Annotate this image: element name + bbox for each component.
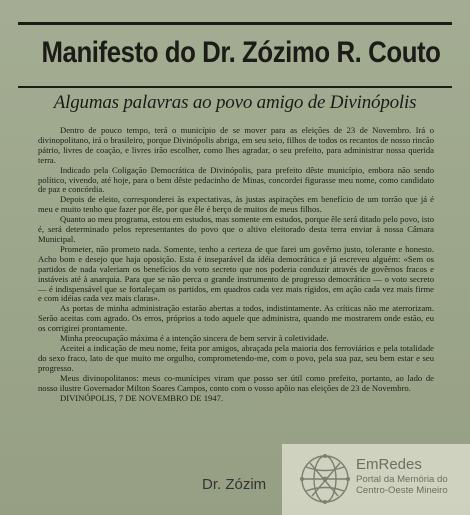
- paragraph: Aceitei a indicação de meu nome, feita por amigos, abraçada pela maioria dos ferroviários e pela totalidade do sexo fraco, lato de que muito me orgulho, comprometendo-me, com o povo, pela sua paz, seu bem estar e seu progresso.: [38, 342, 434, 373]
- document-subtitle: Algumas palavras ao povo amigo de Divinópolis: [53, 92, 417, 113]
- watermark-name: EmRedes: [356, 456, 422, 473]
- paragraph: As portas de minha administração estarão abertas a todos, indistintamente. As críticas não me aterrorizam. Serão aceitas com agrado. Os erros, próprios a todo aquele que administra, quando me mostrarem onde estão, eu os corrigirei prontamente.: [38, 303, 434, 334]
- paragraph: Indicado pela Coligação Democrática de Divinópolis, para prefeito dêste município, embora não sendo político, vivendo, até hoje, para o bem dêste pedacinho de Minas, concordei figurasse meu nome, como candidato de paz e concórdia.: [38, 164, 434, 195]
- paragraph: Quanto ao meu programa, estou em estudos, mas somente em estudos, porque êle será ditado pelo povo, isto é, será determinado pelos representantes do povo que o altivo eleitorado desta terra enviar à nossa Câmara Municipal.: [38, 214, 434, 244]
- place-date: DIVINÓPOLIS, 7 DE NOVEMBRO DE 1947.: [60, 393, 224, 404]
- title-underline: [18, 86, 452, 88]
- paragraph: Depois de eleito, corresponderei às expectativas, às justas aspirações em benefício de um torrão que já é meu e muito tenho que fazer por êle, por que êle é berço de muitos de meus filhos.: [38, 194, 434, 215]
- paragraph: Dentro de pouco tempo, terá o município de se mover para as eleições de 23 de Novembro. Irá o divinopolitano, irá o brasileiro, porque Divinópolis abriga, em seu seio, filhos de todos os recantos de nosso rincão pátrio, livres de coação, e livres irão escolher, como lhes agradar, o seu prefeito, para administrar nossa querida terra.: [38, 125, 434, 165]
- signature: Dr. Zózim: [202, 476, 267, 493]
- document-title: Manifesto do Dr. Zózimo R. Couto: [41, 36, 441, 69]
- paragraph: Minha preocupação máxima é a intenção sincera de bem servir à coletividade.: [60, 333, 329, 344]
- emredes-watermark: [282, 444, 470, 515]
- globe-network-icon: [298, 452, 352, 506]
- top-rule: [18, 22, 452, 25]
- watermark-subtitle: Portal da Memória do Centro-Oeste Mineiro: [356, 474, 448, 496]
- manifesto-body: [38, 126, 434, 404]
- paragraph: Prometer, não prometo nada. Somente, tenho a certeza de que farei um govêrno justo, tolerante e honesto. Acho bom e desejo que haja oposição. Esta é inseparável da idéia democrática e já escreveu alguém: «Sem os partidos de nada valeriam os benefícios do voto secreto que nos poderia conduzir através de govêrnos fracos e instáveis até à anarquia. Para que se não perca o grande instrumento de progresso democrático — o voto secreto — é indispensável que se fortaleçam os partidos, em quadros cada vez mais rígidos, em ação cada vez mais firme e com idéias cada vez mais claras».: [38, 243, 434, 304]
- paragraph: Meus divinopolitanos: meus co-munícipes viram que posso ser útil como prefeito, portanto, ao lado de nosso ilustre Governador Milton Soares Campos, conto com o vosso apôio nas eleições de 23 de Novembro.: [38, 372, 434, 393]
